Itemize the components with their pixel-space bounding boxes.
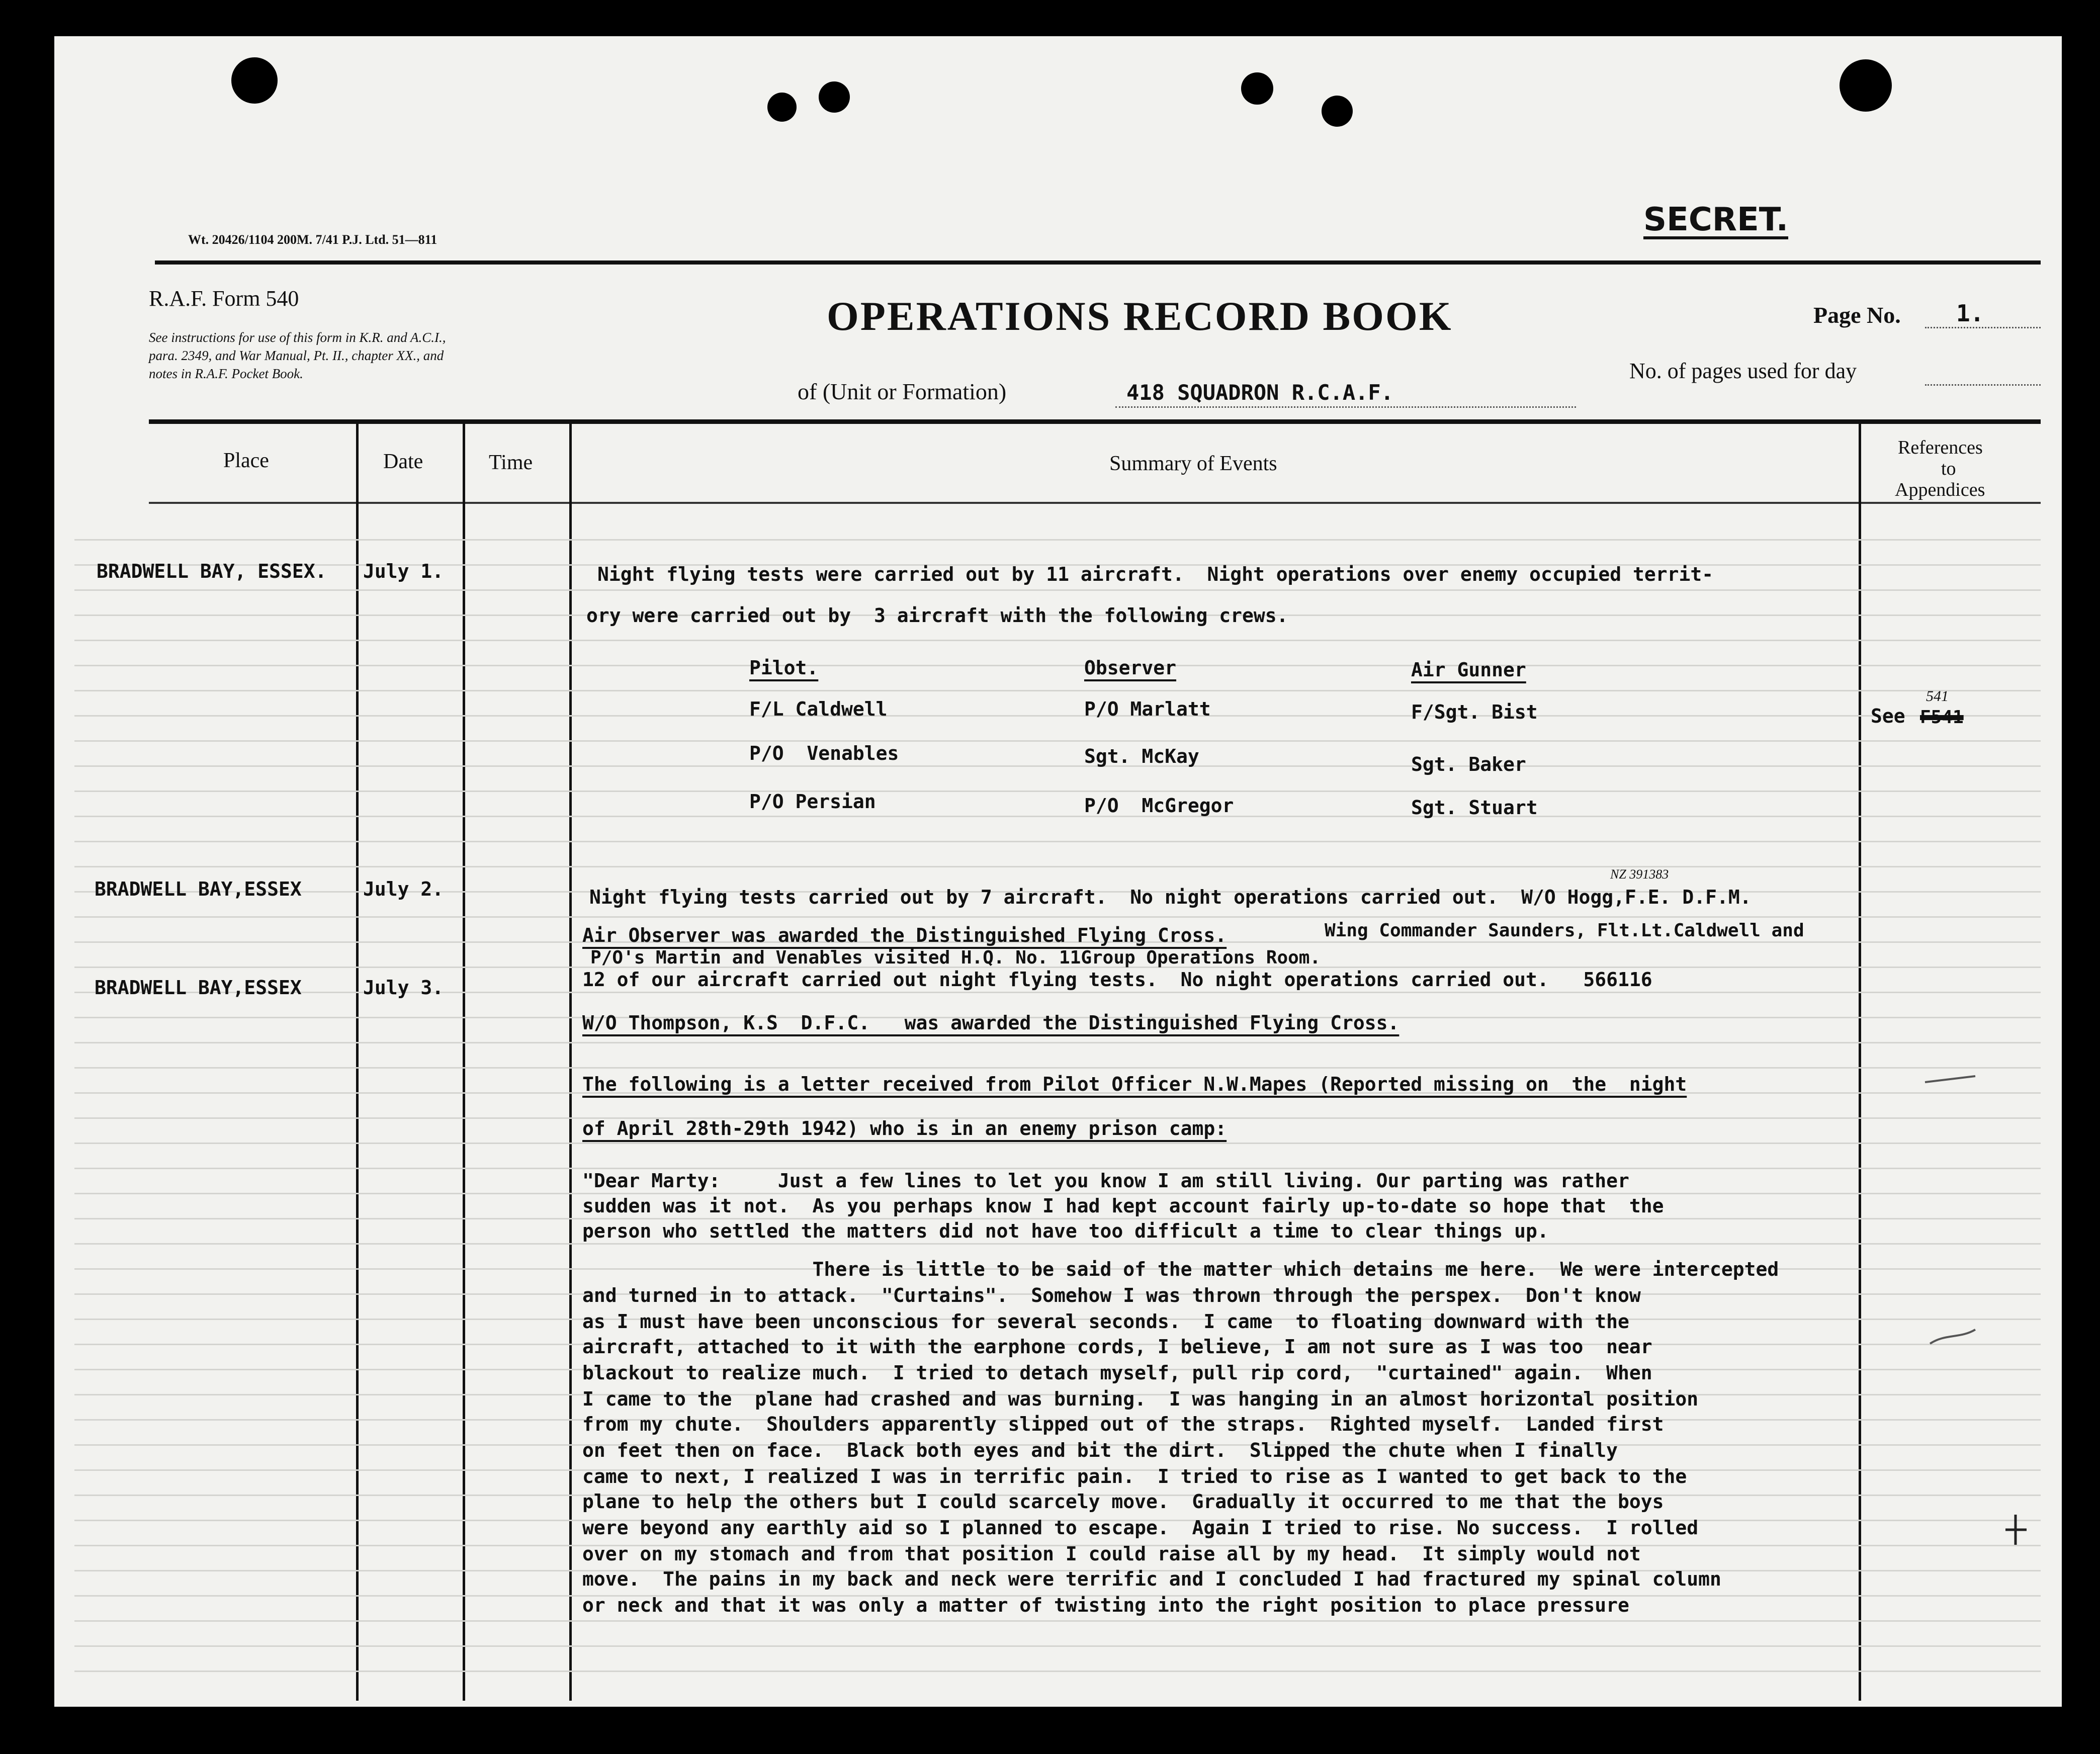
crew-header-gunner: Air Gunner (1411, 659, 1526, 681)
crew-2-observer: Sgt. McKay (1084, 745, 1199, 767)
ruled-line (74, 665, 2041, 666)
ruled-line (74, 1143, 2041, 1144)
punch-hole-right (1840, 59, 1892, 112)
letter-line-3: person who settled the matters did not have too difficult a time to clear things up. (582, 1220, 1549, 1242)
letter-line-13: plane to help the others but I could scarcely move. Gradually it occurred to me that the boys (582, 1490, 1664, 1513)
unit-value: 418 SQUADRON R.C.A.F. (1126, 380, 1394, 405)
record-sheet (54, 36, 2062, 1707)
letter-line-12: came to next, I realized I was in terrific pain. I tried to rise as I wanted to get back to the (582, 1465, 1687, 1487)
punch-hole-left (231, 57, 278, 104)
entry-place-july-2: BRADWELL BAY,ESSEX (95, 878, 302, 900)
classification-stamp: SECRET. (1643, 201, 1789, 238)
ruled-line (74, 765, 2041, 767)
ruled-line (74, 816, 2041, 817)
reference-see: See (1871, 705, 1905, 727)
column-header-references-3: Appendices (1895, 479, 1985, 500)
entry-july-2-line-2b: Wing Commander Saunders, Flt.Lt.Caldwell and (1325, 920, 1804, 941)
letter-line-7: aircraft, attached to it with the earphone cords, I believe, I am not sure as I was too near (582, 1336, 1652, 1358)
entry-july-2-service-number: NZ 391383 (1610, 867, 1669, 882)
ruled-line (74, 1193, 2041, 1194)
crew-2-gunner: Sgt. Baker (1411, 753, 1526, 775)
ruled-line (74, 916, 2041, 918)
letter-line-5: and turned in to attack. "Curtains". Somehow I was thrown through the perspex. Don't know (582, 1284, 1641, 1306)
form-instructions-3: notes in R.A.F. Pocket Book. (149, 366, 303, 381)
letter-line-15: over on my stomach and from that position I could raise all by my head. It simply would not (582, 1543, 1641, 1565)
ruled-line (74, 1042, 2041, 1043)
column-header-place: Place (223, 449, 269, 472)
letter-line-10: from my chute. Shoulders apparently slipped out of the straps. Righted myself. Landed first (582, 1413, 1664, 1435)
entry-july-3-line-3: The following is a letter received from Pilot Officer N.W.Mapes (Reported missing on the night (582, 1073, 1687, 1095)
letter-line-16: move. The pains in my back and neck were terrific and I concluded I had fractured my spinal column (582, 1568, 1721, 1590)
entry-july-3-line-4: of April 28th-29th 1942) who is in an enemy prison camp: (582, 1117, 1227, 1139)
ruled-line (74, 1218, 2041, 1219)
column-header-summary: Summary of Events (1109, 452, 1277, 475)
ruled-line (74, 1671, 2041, 1672)
letter-line-2: sudden was it not. As you perhaps know I had kept account fairly up-to-date so hope that the (582, 1195, 1664, 1217)
form-name: R.A.F. Form 540 (149, 286, 299, 311)
reference-handwritten: 541 (1926, 688, 1949, 705)
entry-july-3-line-2: W/O Thompson, K.S D.F.C. was awarded the Distinguished Flying Cross. (582, 1012, 1399, 1034)
crew-2-pilot: P/O Venables (749, 742, 899, 764)
letter-line-6: as I must have been unconscious for several seconds. I came to floating downward with the (582, 1310, 1629, 1333)
letter-line-9: I came to the plane had crashed and was burning. I was hanging in an almost horizontal position (582, 1388, 1699, 1410)
header-top-rule (155, 260, 2041, 265)
page-no-label: Page No. (1813, 302, 1901, 328)
entry-date-july-3: July 3. (363, 977, 444, 999)
table-header-rule (149, 502, 2041, 504)
entry-july-1-line-2: ory were carried out by 3 aircraft with the following crews. (586, 604, 1288, 627)
entry-place-july-3: BRADWELL BAY,ESSEX (95, 977, 302, 999)
punch-hole-1 (767, 93, 797, 122)
column-header-references-2: to (1941, 458, 1956, 479)
letter-line-1: "Dear Marty: Just a few lines to let you know I am still living. Our parting was rather (582, 1170, 1629, 1192)
pages-used-dotted-line (1925, 384, 2041, 386)
unit-label: of (Unit or Formation) (798, 379, 1007, 404)
entry-date-july-1: July 1. (363, 560, 444, 582)
page-title: OPERATIONS RECORD BOOK (827, 293, 1453, 339)
entry-july-2-line-3: P/O's Martin and Venables visited H.Q. No. 11Group Operations Room. (590, 947, 1321, 968)
form-instructions-2: para. 2349, and War Manual, Pt. II., chapter XX., and (149, 348, 444, 363)
table-top-rule (149, 419, 2041, 424)
crew-1-pilot: F/L Caldwell (749, 698, 888, 720)
ruled-line (74, 715, 2041, 717)
entry-july-2-line-1: Night flying tests carried out by 7 aircraft. No night operations carried out. W/O Hogg,F.E. D.F.M. (589, 886, 1752, 908)
crew-1-observer: P/O Marlatt (1084, 698, 1211, 720)
reference-struck: F541 (1920, 707, 1964, 728)
letter-line-11: on feet then on face. Black both eyes and bit the dirt. Slipped the chute when I finally (582, 1439, 1618, 1461)
crew-1-gunner: F/Sgt. Bist (1411, 701, 1538, 723)
entry-july-2-line-2a: Air Observer was awarded the Distinguished Flying Cross. (582, 924, 1227, 946)
ruled-line (74, 1067, 2041, 1069)
punch-hole-3 (1241, 72, 1273, 105)
column-header-date: Date (383, 450, 423, 473)
page-no-dotted-line (1925, 327, 2041, 328)
column-header-references-1: References (1898, 437, 1983, 458)
ruled-line (74, 539, 2041, 541)
ruled-line (74, 690, 2041, 691)
ruled-line (74, 1645, 2041, 1647)
crew-3-pilot: P/O Persian (749, 791, 876, 813)
entry-july-1-line-1: Night flying tests were carried out by 11 aircraft. Night operations over enemy occupied territ- (597, 563, 1714, 585)
printer-line: Wt. 20426/1104 200M. 7/41 P.J. Ltd. 51—811 (188, 232, 438, 247)
ruled-line (74, 1620, 2041, 1622)
crew-3-observer: P/O McGregor (1084, 795, 1234, 817)
ruled-line (74, 589, 2041, 591)
crew-3-gunner: Sgt. Stuart (1411, 797, 1538, 819)
ruled-line (74, 841, 2041, 842)
ruled-line (74, 791, 2041, 792)
ruled-line (74, 1168, 2041, 1169)
ruled-line (74, 740, 2041, 742)
entry-july-3-line-1: 12 of our aircraft carried out night flying tests. No night operations carried out. 566116 (582, 969, 1652, 991)
entry-date-july-2: July 2. (363, 878, 444, 900)
crew-header-pilot: Pilot. (749, 657, 819, 679)
pages-used-label: No. of pages used for day (1629, 359, 1857, 383)
crew-header-observer: Observer (1084, 657, 1177, 679)
margin-pencil-marks (1915, 992, 2036, 1595)
entry-place-july-1: BRADWELL BAY, ESSEX. (97, 560, 327, 582)
letter-line-4: There is little to be said of the matter which detains me here. We were intercepted (582, 1258, 1779, 1280)
letter-line-8: blackout to realize much. I tried to detach myself, pull rip cord, "curtained" again. When (582, 1362, 1652, 1384)
ruled-line (74, 640, 2041, 641)
ruled-line (74, 1243, 2041, 1245)
column-header-time: Time (489, 451, 533, 474)
unit-dotted-line (1115, 406, 1576, 408)
letter-line-17: or neck and that it was only a matter of twisting into the right position to place pressure (582, 1594, 1629, 1616)
punch-hole-4 (1322, 96, 1353, 127)
punch-hole-2 (819, 81, 850, 113)
page-no-value: 1. (1956, 300, 1984, 327)
ruled-line (74, 866, 2041, 867)
letter-line-14: were beyond any earthly aid so I planned to escape. Again I tried to rise. No success. I rolled (582, 1517, 1699, 1539)
form-instructions-1: See instructions for use of this form in K.R. and A.C.I., (149, 330, 446, 345)
